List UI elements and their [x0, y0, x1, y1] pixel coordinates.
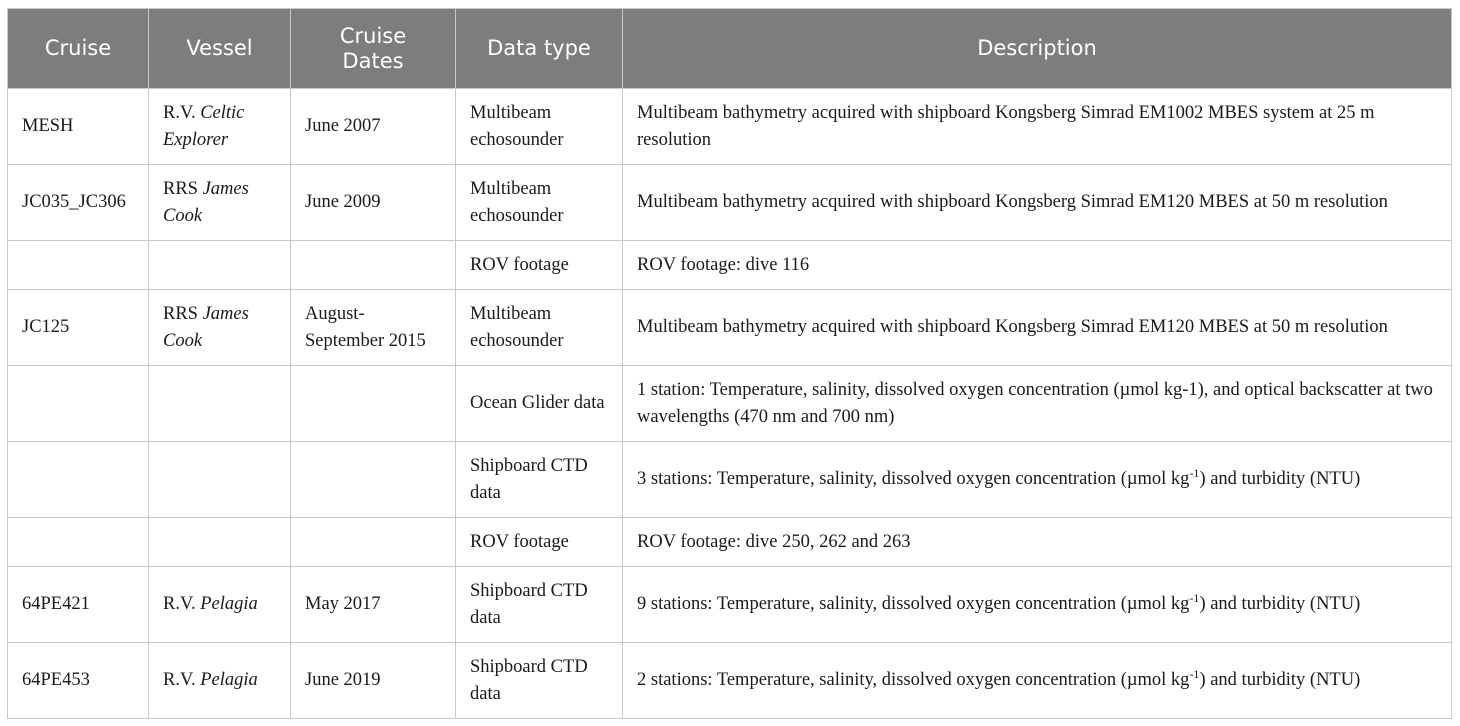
table-row [8, 567, 1452, 643]
cell-description: Multibeam bathymetry acquired with shipboard Kongsberg Simrad EM120 MBES at 50 m resolution [623, 165, 1452, 241]
cell-vessel: R.V. Pelagia [149, 567, 291, 643]
cell-vessel [149, 241, 291, 290]
cell-cruise [8, 366, 149, 442]
cell-dates [291, 518, 456, 567]
table-row [8, 290, 1452, 366]
cell-cruise [8, 241, 149, 290]
header-vessel: Vessel [149, 9, 291, 89]
cell-data-type: ROV footage [456, 241, 623, 290]
cell-dates [291, 366, 456, 442]
cell-data-type: Multibeam echosounder [456, 290, 623, 366]
cell-vessel [149, 366, 291, 442]
table-row [8, 442, 1452, 518]
table-row [8, 165, 1452, 241]
cell-data-type: Multibeam echosounder [456, 89, 623, 165]
cell-dates: June 2009 [291, 165, 456, 241]
cell-description: 1 station: Temperature, salinity, dissolved oxygen concentration (µmol kg-1), and optical backscatter at two wavelengths (470 nm and 700 nm) [623, 366, 1452, 442]
cell-dates: June 2007 [291, 89, 456, 165]
cell-vessel [149, 518, 291, 567]
cell-vessel [149, 442, 291, 518]
cell-data-type: Shipboard CTD data [456, 567, 623, 643]
cell-dates [291, 241, 456, 290]
header-cruise-dates: Cruise Dates [291, 9, 456, 89]
header-data-type: Data type [456, 9, 623, 89]
header-description: Description [623, 9, 1452, 89]
header-row [8, 9, 1452, 89]
cell-description: 2 stations: Temperature, salinity, dissolved oxygen concentration (µmol $kg^{-1}$) and turbidity (NTU) [623, 643, 1452, 719]
cell-description: ROV footage: dive 116 [623, 241, 1452, 290]
header-cruise: Cruise [8, 9, 149, 89]
cell-data-type: Shipboard CTD data [456, 643, 623, 719]
cell-description: 9 stations: Temperature, salinity, dissolved oxygen concentration (µmol $kg^{-1}$) and turbidity (NTU) [623, 567, 1452, 643]
cell-data-type: Multibeam echosounder [456, 165, 623, 241]
cell-cruise [8, 518, 149, 567]
cell-data-type: ROV footage [456, 518, 623, 567]
cell-description: Multibeam bathymetry acquired with shipboard Kongsberg Simrad EM120 MBES at 50 m resolution [623, 290, 1452, 366]
cell-vessel: R.V. Pelagia [149, 643, 291, 719]
cell-dates: August-September 2015 [291, 290, 456, 366]
cell-dates: June 2019 [291, 643, 456, 719]
cell-cruise: JC035_JC306 [8, 165, 149, 241]
table-row [8, 366, 1452, 442]
cell-description: Multibeam bathymetry acquired with shipboard Kongsberg Simrad EM1002 MBES system at 25 m resolution [623, 89, 1452, 165]
cruise-data-table [7, 8, 1452, 719]
cell-cruise: 64PE421 [8, 567, 149, 643]
cell-dates [291, 442, 456, 518]
cell-cruise: 64PE453 [8, 643, 149, 719]
cell-cruise: JC125 [8, 290, 149, 366]
cell-cruise: MESH [8, 89, 149, 165]
cell-vessel: RRS James Cook [149, 290, 291, 366]
cell-description: ROV footage: dive 250, 262 and 263 [623, 518, 1452, 567]
table-row [8, 89, 1452, 165]
cell-description: 3 stations: Temperature, salinity, dissolved oxygen concentration (µmol $kg^{-1}$) and turbidity (NTU) [623, 442, 1452, 518]
cell-data-type: Ocean Glider data [456, 366, 623, 442]
cell-data-type: Shipboard CTD data [456, 442, 623, 518]
cell-dates: May 2017 [291, 567, 456, 643]
cell-vessel: RRS James Cook [149, 165, 291, 241]
cell-vessel: R.V. Celtic Explorer [149, 89, 291, 165]
table-row [8, 241, 1452, 290]
table-row [8, 518, 1452, 567]
cell-cruise [8, 442, 149, 518]
table-row [8, 643, 1452, 719]
